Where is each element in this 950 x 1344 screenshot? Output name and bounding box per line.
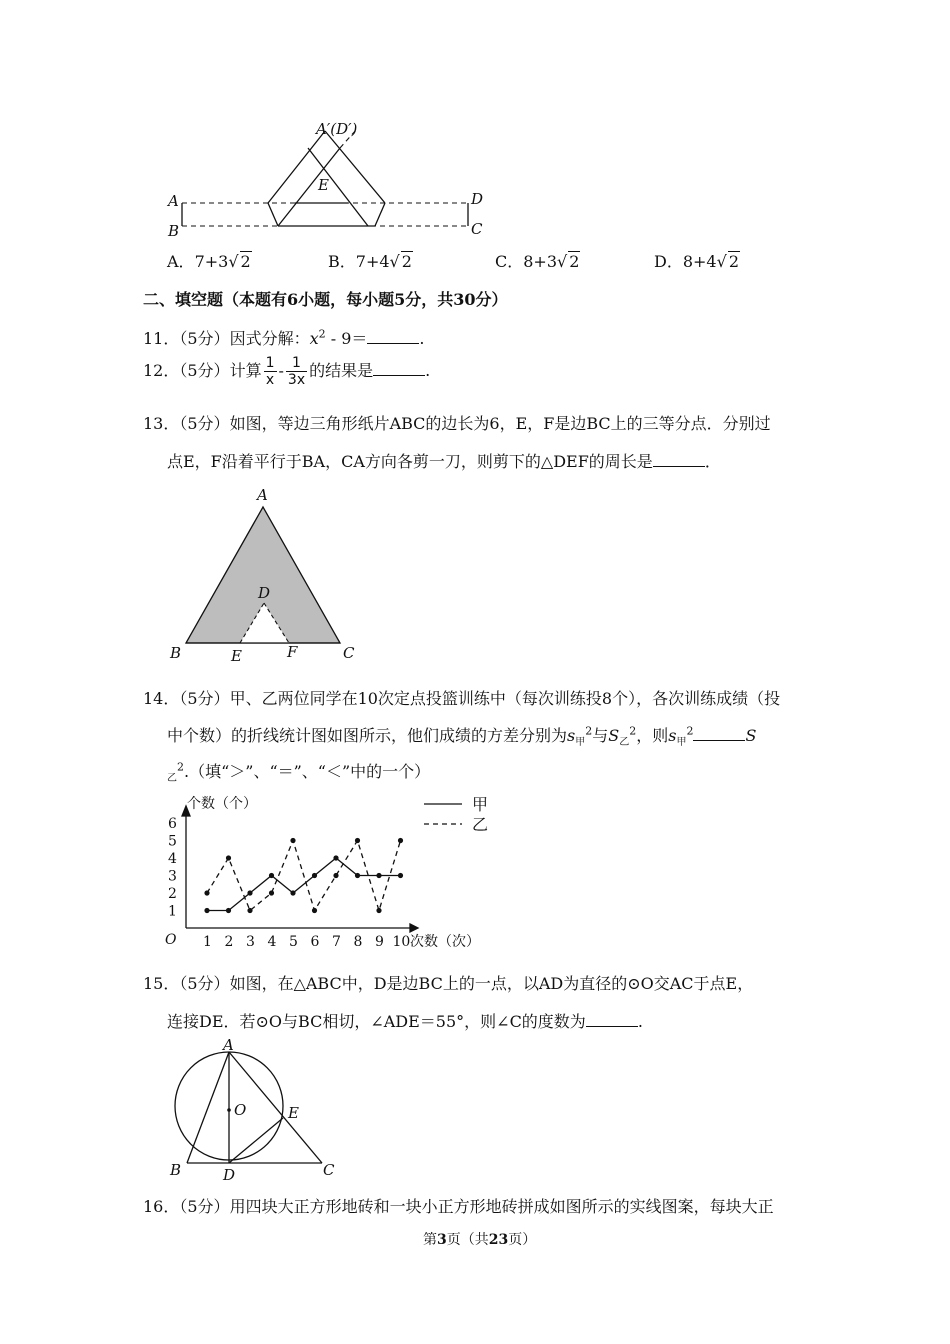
x-tick-label: 10 (392, 934, 411, 950)
question-14-line-3: $_乙^2$.（填“＞”、“＝”、“＜”中的一个） (167, 760, 431, 785)
data-point (355, 873, 360, 878)
data-point (269, 890, 274, 895)
fig10-label-a: A (168, 192, 179, 210)
y-tick-label: 4 (168, 851, 177, 867)
q10-option-b: B．7+4√ 2 (328, 252, 412, 271)
data-point (376, 873, 381, 878)
fig10-label-c: C (471, 220, 483, 238)
data-point (204, 890, 209, 895)
data-point (204, 908, 209, 913)
data-point (355, 838, 360, 843)
x-tick-label: 4 (267, 934, 277, 950)
section-title: 二、填空题（本题有6小题，每小题5分，共30分） (143, 290, 508, 309)
figure-q13 (160, 485, 360, 665)
answer-blank[interactable] (586, 1012, 638, 1027)
series-line-jia (207, 858, 401, 911)
fig10-label-d: D (471, 190, 484, 208)
fig10-segment (308, 148, 368, 226)
fig10-label-a-prime: A′(D′) (316, 120, 358, 138)
q15-label-c: C (323, 1161, 335, 1179)
figure-q10 (160, 115, 500, 240)
fraction-1: $\frac{1}{x}$ (265, 355, 275, 388)
data-point (269, 873, 274, 878)
question-16: 16．（5分）用四块大正方形地砖和一块小正方形地砖拼成如图所示的实线图案，每块大正 (143, 1197, 774, 1216)
segment-de (229, 1118, 283, 1163)
question-13-line-2: 点E，F沿着平行于BA，CA方向各剪一刀，则剪下的△DEF的周长是 ． (167, 452, 721, 471)
x-tick-label: 3 (246, 934, 255, 950)
x-tick-label: 8 (353, 934, 363, 950)
y-tick-label: 3 (168, 868, 177, 885)
x-axis-arrow (410, 924, 418, 932)
question-14-line-2: 中个数）的折线统计图如图所示，他们成绩的方差分别为$s_甲^2$与$S_乙^2$，则$s_甲^2$ S (167, 724, 757, 749)
chart-xlabel: 次数（次） (410, 934, 480, 950)
x-tick-label: 6 (310, 934, 320, 950)
answer-blank[interactable] (367, 329, 419, 344)
line-chart-q14 (160, 790, 500, 955)
question-13-line-1: 13．（5分）如图，等边三角形纸片ABC的边长为6，E，F是边BC上的三等分点．分别过 (143, 414, 771, 433)
center-dot (227, 1108, 231, 1112)
x-tick-label: 9 (375, 934, 384, 950)
page-footer: 第3页（共23页） (423, 1232, 537, 1248)
x-tick-label: 5 (289, 934, 298, 950)
fig10-segment (268, 203, 278, 226)
data-point (226, 855, 231, 860)
y-tick-label: 2 (168, 886, 177, 902)
fig10-segment (268, 131, 325, 203)
chart-origin: O (165, 932, 177, 948)
q15-label-b: B (170, 1161, 182, 1179)
data-point (226, 908, 231, 913)
segment-ab (187, 1052, 229, 1163)
chart-ylabel: 个数（个） (187, 796, 257, 812)
data-point (398, 873, 403, 878)
answer-blank[interactable] (373, 361, 425, 376)
answer-blank[interactable] (693, 726, 745, 741)
x-tick-label: 7 (332, 934, 341, 950)
fig10-segment (375, 203, 385, 226)
fig10-segment (325, 131, 385, 203)
y-tick-label: 1 (168, 903, 177, 920)
data-point (247, 908, 252, 913)
q13-label-f: F (287, 643, 298, 661)
data-point (312, 873, 317, 878)
q13-label-d: D (258, 584, 271, 602)
q10-option-c: C．8+3√ 2 (495, 252, 580, 271)
question-11: 11．（5分）因式分解：$x^2 - 9=$ . (143, 327, 425, 348)
data-point (333, 855, 338, 860)
y-tick-label: 5 (168, 833, 177, 850)
data-point (376, 908, 381, 913)
data-point (290, 838, 295, 843)
y-tick-label: 6 (168, 816, 177, 832)
figure-q15 (160, 1035, 350, 1180)
fig10-segment (278, 148, 340, 226)
q15-label-e: E (288, 1104, 299, 1122)
fig10-label-b: B (168, 222, 180, 240)
question-15-line-2: 连接DE．若⊙O与BC相切，∠ADE＝55°，则∠C的度数为 . (167, 1012, 643, 1031)
question-15-line-1: 15．（5分）如图，在△ABC中，D是边BC上的一点，以AD为直径的⊙O交AC于点E， (143, 974, 754, 993)
data-point (312, 908, 317, 913)
fraction-2: $\frac{1}{3x}$ (287, 355, 306, 388)
q15-label-a: A (223, 1036, 234, 1054)
answer-blank[interactable] (653, 452, 705, 467)
q10-option-d: D．8+4√ 2 (654, 252, 739, 271)
x-tick-label: 2 (224, 934, 234, 950)
data-point (290, 890, 295, 895)
q10-option-a: A．7+3√ 2 (167, 252, 251, 271)
fig10-label-e: E (318, 176, 329, 194)
q13-label-e: E (231, 647, 242, 665)
q13-label-b: B (170, 644, 182, 662)
data-point (247, 890, 252, 895)
q13-label-c: C (343, 644, 355, 662)
q13-label-a: A (257, 486, 268, 504)
question-14-line-1: 14．（5分）甲、乙两位同学在10次定点投篮训练中（每次训练投8个），各次训练成绩（投 (143, 689, 781, 708)
legend-label-yi: 乙 (472, 815, 489, 834)
x-tick-label: 1 (203, 934, 212, 950)
legend-label-jia: 甲 (472, 795, 489, 814)
question-12: 12．（5分）计算 $\frac{1}{x}$ - $\frac{1}{3x}$ 的结果是 . (143, 355, 431, 388)
q15-label-o: O (234, 1101, 247, 1119)
data-point (333, 873, 338, 878)
data-point (398, 838, 403, 843)
q15-label-d: D (223, 1166, 236, 1180)
